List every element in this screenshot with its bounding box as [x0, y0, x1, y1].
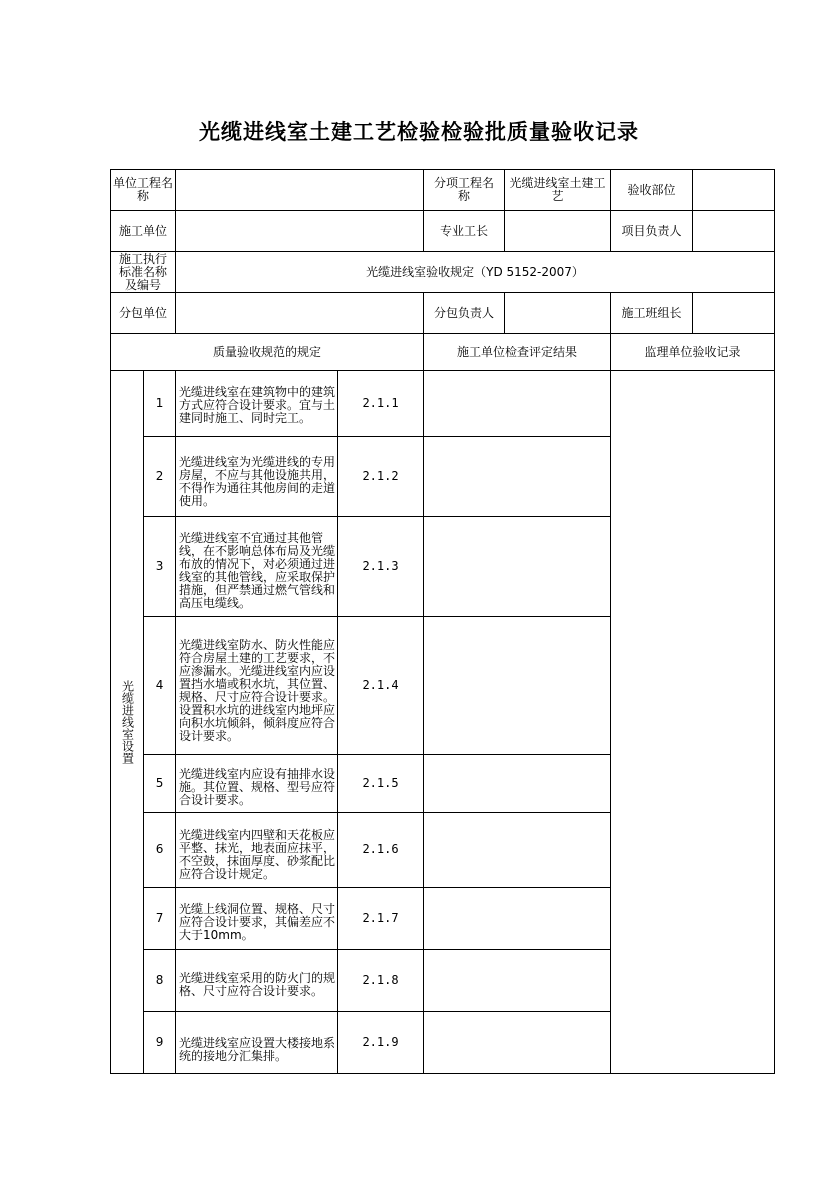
item-code: 2.1.4: [338, 617, 424, 754]
result-cell[interactable]: [424, 617, 611, 754]
acceptance-part-label: 验收部位: [611, 170, 693, 211]
item-code: 2.1.7: [338, 887, 424, 949]
item-number: 7: [144, 887, 176, 949]
team-leader-field[interactable]: [693, 293, 775, 334]
item-number: 9: [144, 1011, 176, 1073]
foreman-field[interactable]: [505, 211, 611, 252]
item-number: 1: [144, 371, 176, 437]
result-cell[interactable]: [424, 949, 611, 1011]
item-number: 6: [144, 812, 176, 887]
item-code: 2.1.2: [338, 437, 424, 517]
unit-project-label: 单位工程名称: [111, 170, 176, 211]
standard-field[interactable]: 光缆进线室验收规定（YD 5152-2007）: [176, 252, 775, 293]
item-code: 2.1.1: [338, 371, 424, 437]
item-number: 2: [144, 437, 176, 517]
item-code: 2.1.5: [338, 754, 424, 812]
subcontract-manager-label: 分包负责人: [424, 293, 505, 334]
page-title: 光缆进线室土建工艺检验检验批质量验收记录: [199, 120, 639, 144]
item-description: 光缆进线室采用的防火门的规格、尺寸应符合设计要求。: [176, 949, 338, 1011]
foreman-label: 专业工长: [424, 211, 505, 252]
project-manager-field[interactable]: [693, 211, 775, 252]
item-description: 光缆进线室应设置大楼接地系统的接地分汇集排。: [176, 1011, 338, 1073]
subcontractor-field[interactable]: [176, 293, 424, 334]
result-cell[interactable]: [424, 1011, 611, 1073]
team-leader-label: 施工班组长: [611, 293, 693, 334]
acceptance-part-field[interactable]: [693, 170, 775, 211]
item-code: 2.1.6: [338, 812, 424, 887]
item-description: 光缆进线室内四壁和天花板应平整、抹光，地表面应抹平，不空鼓，抹面厚度、砂浆配比应符合设计规定。: [176, 812, 338, 887]
result-cell[interactable]: [424, 887, 611, 949]
construction-unit-field[interactable]: [176, 211, 424, 252]
item-number: 3: [144, 517, 176, 617]
item-description: 光缆进线室防水、防火性能应符合房屋土建的工艺要求，不应渗漏水。光缆进线室内应设置挡水墙或积水坑，其位置、规格、尺寸应符合设计要求。设置积水坑的进线室内地坪应向积水坑倾斜，倾斜度应符合设计要求。: [176, 617, 338, 754]
item-description: 光缆进线室内应设有抽排水设施。其位置、规格、型号应符合设计要求。: [176, 754, 338, 812]
item-code: 2.1.9: [338, 1011, 424, 1073]
construction-unit-label: 施工单位: [111, 211, 176, 252]
section-label-cell: [111, 371, 144, 1074]
result-cell[interactable]: [424, 754, 611, 812]
section-label: 光缆进线室设置: [120, 680, 135, 765]
sub-project-field[interactable]: 光缆进线室土建工艺: [505, 170, 611, 211]
item-description: 光缆进线室为光缆进线的专用房屋，不应与其他设施共用，不得作为通往其他房间的走道使用。: [176, 437, 338, 517]
unit-project-field[interactable]: [176, 170, 424, 211]
result-cell[interactable]: [424, 437, 611, 517]
acceptance-record-table: [110, 169, 775, 1074]
item-number: 4: [144, 617, 176, 754]
item-number: 8: [144, 949, 176, 1011]
sub-project-label: 分项工程名称: [424, 170, 505, 211]
subcontractor-label: 分包单位: [111, 293, 176, 334]
project-manager-label: 项目负责人: [611, 211, 693, 252]
result-cell[interactable]: [424, 517, 611, 617]
item-description: 光缆进线室在建筑物中的建筑方式应符合设计要求。宜与土建同时施工、同时完工。: [176, 371, 338, 437]
item-description: 光缆进线室不宜通过其他管线，在不影响总体布局及光缆布放的情况下，对必须通过进线室的其他管线，应采取保护措施，但严禁通过燃气管线和高压电缆线。: [176, 517, 338, 617]
item-description: 光缆上线洞位置、规格、尺寸应符合设计要求，其偏差应不大于10mm。: [176, 887, 338, 949]
standard-label: 施工执行标准名称及编号: [111, 252, 176, 293]
item-code: 2.1.3: [338, 517, 424, 617]
supervision-record-cell[interactable]: [611, 371, 775, 1074]
subcontract-manager-field[interactable]: [505, 293, 611, 334]
result-cell[interactable]: [424, 812, 611, 887]
result-cell[interactable]: [424, 371, 611, 437]
table-row: [111, 371, 775, 437]
item-code: 2.1.8: [338, 949, 424, 1011]
spec-column-header: 质量验收规范的规定: [111, 334, 424, 371]
result-column-header: 施工单位检查评定结果: [424, 334, 611, 371]
item-number: 5: [144, 754, 176, 812]
supervision-column-header: 监理单位验收记录: [611, 334, 775, 371]
